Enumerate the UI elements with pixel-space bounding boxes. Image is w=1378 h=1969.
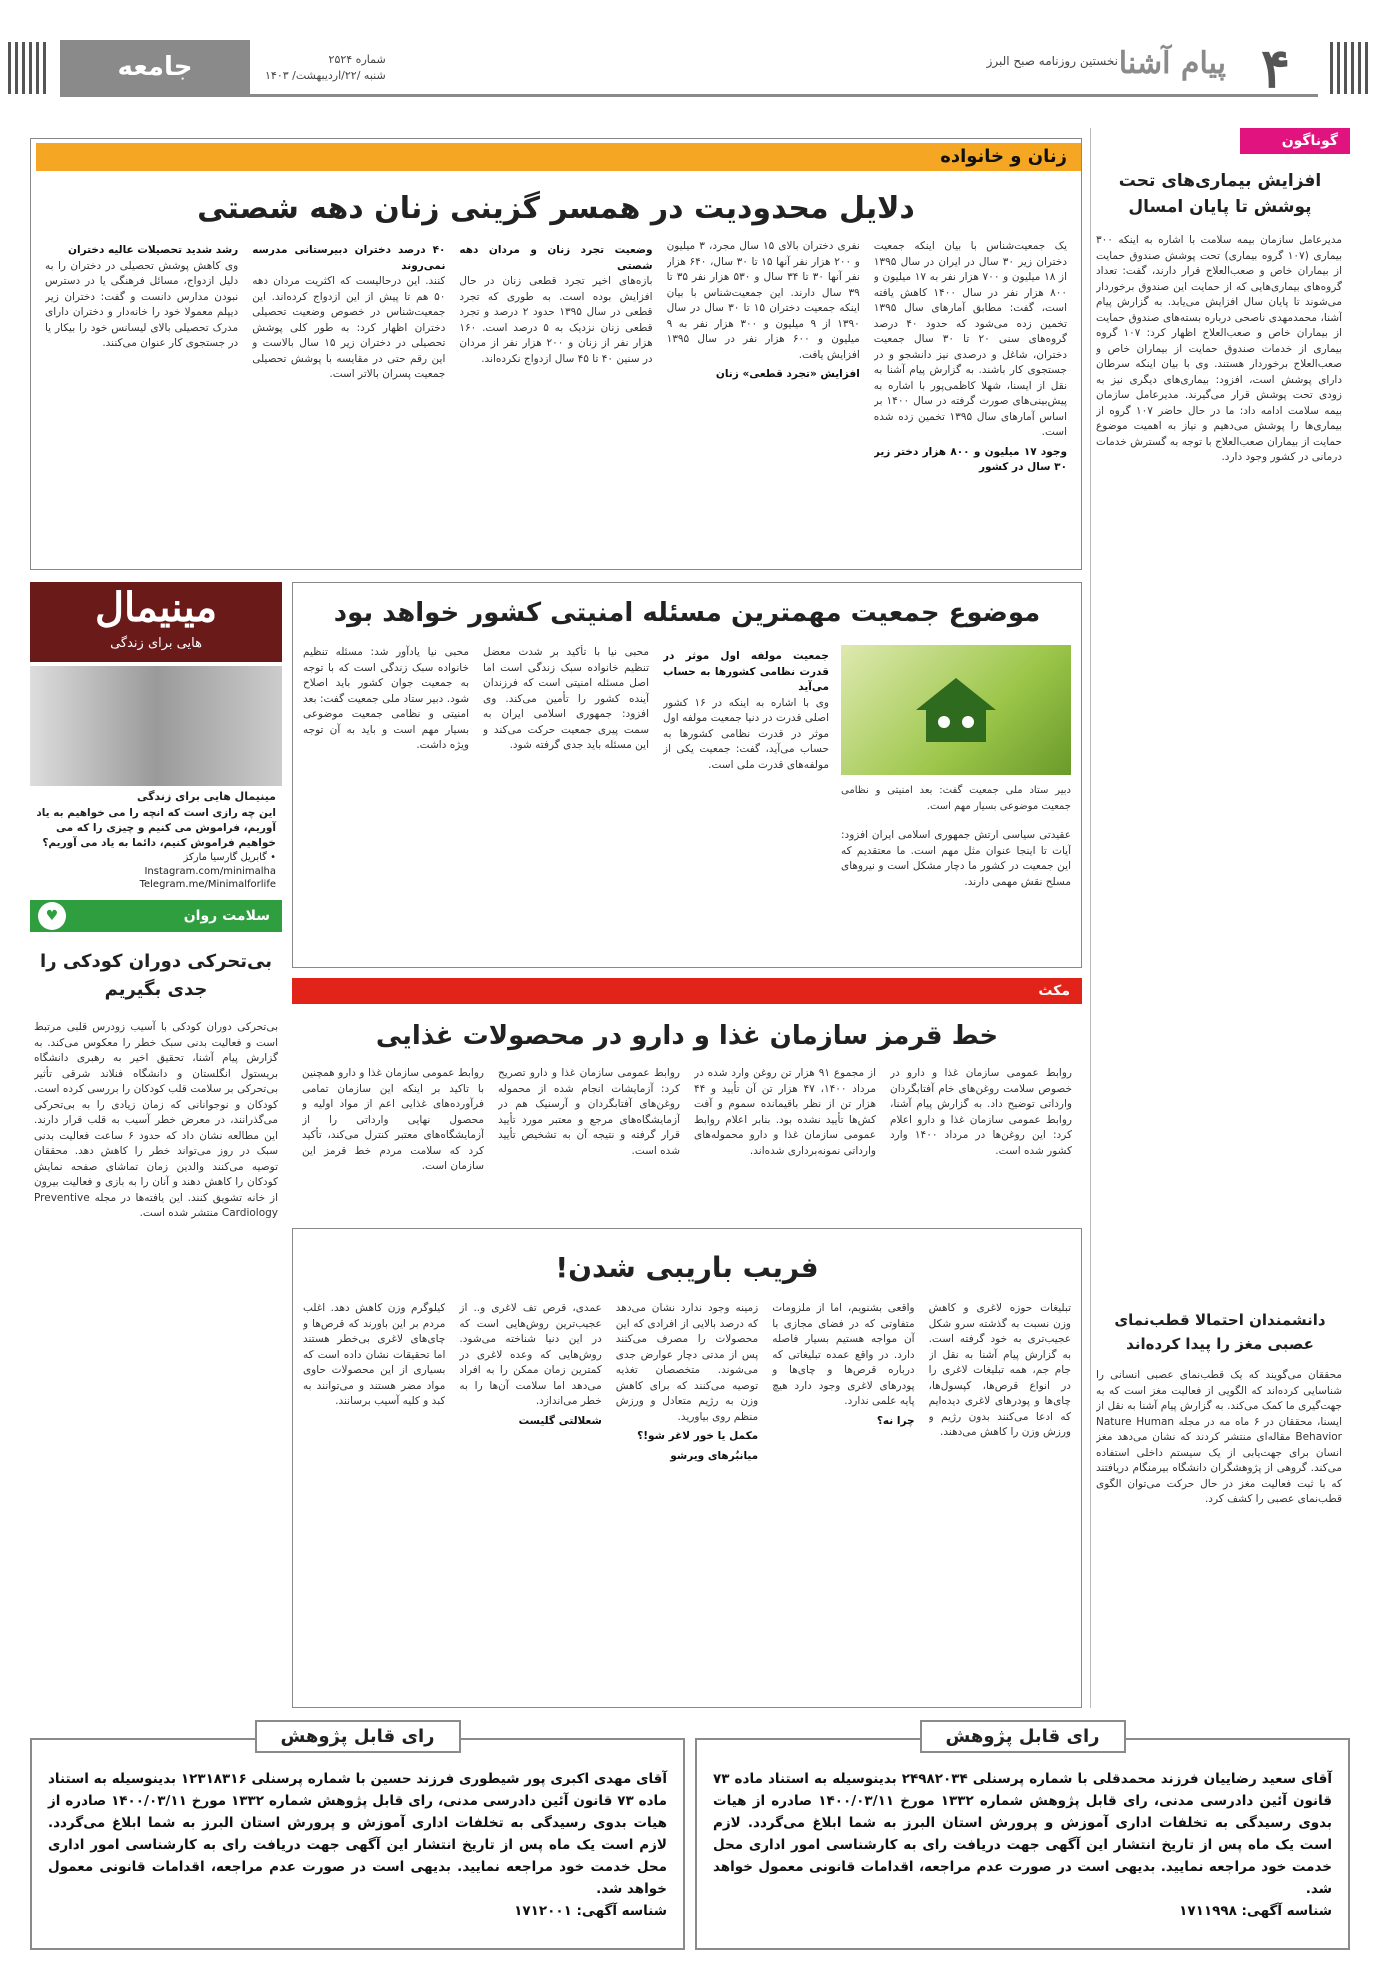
slim-col4-text: عمدی، قرص تف لاغری و.. از عجیب‌ترین روش‌هایی است که در این دنیا شناخته می‌شود. روش‌هایی که وعده لاغری در کمترین زمان ممکن را به افراد می‌دهد اما سلامت آن‌ها را به خطر می‌اندازد.	[459, 1302, 602, 1407]
food-drug-box	[292, 978, 1082, 1218]
slim-headline: فریب باریبی شدن!	[555, 1251, 819, 1284]
health-tag-label: سلامت روان	[183, 908, 270, 924]
legal-notice-left-title: رای قابل پژوهش	[254, 1720, 460, 1753]
slim-col-5: کیلوگرم وزن کاهش دهد. اغلب مردم بر این باورند که قرص‌ها و چای‌های لاغری بی‌خطر هستند اما تحقیقات نشان داده است که بسیاری از این محصولات حاوی مواد مضر هستند و می‌توانند به کبد و کلیه آسیب برسانند.	[302, 1302, 446, 1407]
slim-col-3	[616, 1301, 758, 1699]
health-tag	[30, 900, 282, 932]
slim-col-4	[459, 1301, 601, 1699]
minimal-link-instagram[interactable]: Instagram.com/minimalha	[144, 866, 276, 877]
security-col-1	[841, 828, 1071, 958]
security-col-3: محبی نیا با تأکید بر شدت معضل تنظیم خانواده سبک زندگی است اما اصل مسئله امنیتی است که فرزندان آینده کشور را تأمین می‌کند. وی افزود: جمهوری اسلامی ایران به سمت پیری جمعیت حرکت می‌کند و این مسئله باید جدی گرفته شود.	[483, 646, 649, 751]
security-headline: موضوع جمعیت مهمترین مسئله امنیتی کشور خواهد بود	[333, 598, 1041, 628]
legal-notice-right	[695, 1726, 1350, 1950]
legal-notice-right-body	[697, 1740, 1348, 1932]
security-col-4: محبی نیا یادآور شد: مسئله تنظیم خانواده سبک زندگی است که با توجه به جمعیت جوان کشور باید اصلاح شود. دبیر ستاد ملی جمعیت گفت: بعد امنیتی و نظامی جمعیت موضوعی بسیار مهم است و باید به آن توجه ویژه داشت.	[303, 646, 469, 751]
security-caption: دبیر ستاد ملی جمعیت گفت: بعد امنیتی و نظامی جمعیت موضوعی بسیار مهم است.	[841, 785, 1071, 812]
legal-notice-left-body	[32, 1740, 683, 1932]
legal-notice-right-title: رای قابل پژوهش	[919, 1720, 1125, 1753]
food-col-1: روابط عمومی سازمان غذا و دارو در خصوص سلامت روغن‌های خام آفتابگردان وارداتی توضیح داد. به گزارش پیام آشنا، روابط عمومی سازمان غذا و دارو اعلام کرد: این روغن‌ها در مرداد ۱۴۰۰ وارد کشور شده است.	[890, 1067, 1072, 1157]
food-col-3: روابط عمومی سازمان غذا و دارو تصریح کرد: آزمایشات انجام شده از محموله روغن‌های آفتابگردان و آرسنیک هم در آزمایشگاه‌های مرجع و معتبر مورد تأیید قرار گرفته و نتیجه آن به تشخیص تأیید شده است.	[498, 1067, 680, 1157]
slim-box	[292, 1228, 1082, 1708]
minimal-title: مینیمال	[94, 584, 217, 631]
women-col5-sub: رشد شدید تحصیلات عالیه دختران	[68, 244, 239, 256]
legal-notice-right-text: آقای سعید رضاییان فرزند محمدقلی با شماره پرسنلی ۲۴۹۸۲۰۳۴ بدینوسیله به استناد ماده ۷۳ قانون آئین دادرسی مدنی، رای قابل پژوهش شماره ۱۳۳۲ مورخ ۱۴۰۰/۰۳/۱۱ صادره از هیات بدوی رسیدگی به تخلفات اداری آموزش و پرورش استان البرز به شما ابلاغ می‌گردد. لازم است یک ماه پس از تاریخ انتشار این آگهی جهت دریافت رای به کارشناسی امور اداری محل خدمت خود مراجعه نمایید. بدیهی است در صورت عدم مراجعه، اقدامات قانونی معمول خواهد شد.	[713, 1771, 1332, 1897]
women-col4-sub: ۴۰ درصد دختران دبیرستانی مدرسه نمی‌روند	[252, 244, 446, 272]
section-title: جامعه	[60, 40, 250, 94]
slim-col2-text: واقعی بشنویم، اما از ملزومات متفاوتی که در فضای مجازی با آن مواجه هستیم بسیار فاصله دارد. در واقع عمده تبلیغاتی که درباره قرص‌ها و چای‌ها و پودرهای لاغری وجود دارد هیچ پایه علمی ندارد.	[772, 1302, 915, 1407]
health-box	[30, 900, 282, 1710]
side-news-box	[1090, 128, 1350, 1708]
food-col-2: از مجموع ۹۱ هزار تن روغن وارد شده در مرداد ۱۴۰۰، ۴۷ هزار تن آن تأیید و ۴۴ هزار تن از نظر باقیمانده سموم و آفت کش‌ها تأیید نشده بود. بنابر اعلام روابط عمومی سازمان غذا و دارو محموله‌های وارداتی نمونه‌برداری شده‌اند.	[694, 1067, 876, 1157]
women-family-box	[30, 138, 1082, 570]
issue-number: شماره ۲۵۲۴	[328, 53, 386, 66]
security-col1-text: عقیدتی سیاسی ارتش جمهوری اسلامی ایران افزود: آیات تا اینجا عنوان مثل مهم است. ما معتقدیم که این جمعیت در کشور ما دچار مشکل است و نیروهای مسلح نقش مهمی دارند.	[841, 829, 1071, 888]
author-photo	[30, 666, 282, 786]
side-news-tag: گوناگون	[1240, 128, 1350, 154]
security-col1b-text: وی با اشاره به اینکه در ۱۶ کشور اصلی قدرت در دنیا جمعیت مولفه اول موثر در قدرت نظامی کشورها به حساب می‌آید، گفت: جمعیت یکی از مولفه‌های قدرت ملی است.	[663, 696, 829, 771]
women-col2-sub: افزایش «تجرد قطعی» زنان	[715, 368, 860, 380]
family-house-icon	[896, 670, 1016, 750]
women-col1-sub: وجود ۱۷ میلیون و ۸۰۰ هزار دختر زیر ۳۰ سال در کشور	[873, 445, 1067, 473]
slim-col4-sub: شعلالتی گلیست	[518, 1414, 602, 1427]
minimal-box	[30, 582, 282, 892]
women-col4-text: کنند. این درحالیست که اکثریت مردان دهه ۵۰ هم تا پیش از این ازدواج کرده‌اند. این جمعیت‌شناس در خصوص وضعیت تحصیلی دختران اظهار کرد: به طور کلی پوشش تحصیلی در دختران زیر ۱۵ سال بالاست و این رقم حتی در مقایسه با پوشش تحصیلی جمعیت پسران بالاتر است.	[252, 275, 446, 380]
minimal-subtitle: هایی برای زندگی	[110, 636, 202, 651]
slim-col3-sub2: میانبُرهای ویرشو	[670, 1449, 759, 1462]
women-col3-text: بازه‌های اخیر تجرد قطعی زنان در حال افزایش بوده است. به طوری که تجرد قطعی در سال ۱۳۹۵ حدود ۲ درصد و تجرد قطعی زنان نزدیک به ۵ درصد است. ۱۶۰ هزار نفر از زنان و ۲۰۰ هزار نفر از مردان در سنین ۴۰ تا ۴۵ سال ازدواج نکرده‌اند.	[459, 275, 653, 365]
slim-col2-sub: چرا نه؟	[876, 1414, 915, 1427]
food-col-4: روابط عمومی سازمان غذا و دارو همچنین با تاکید بر اینکه این سازمان تمامی فرآورده‌های غذایی اعم از مواد اولیه و محصول نهایی وارداتی را از آزمایشگاه‌های معتبر کنترل می‌کند، تأکید کرد که سلامت مردم خط قرمز این سازمان است.	[302, 1067, 484, 1172]
slim-col-1: تبلیغات حوزه لاغری و کاهش وزن نسبت به گذشته سرو شکل عجیب‌تری به خود گرفته است. به گزارش پیام آشنا به نقل از جام جم، همه تبلیغات لاغری را در انواع قرص‌ها، کپسول‌ها، چای‌ها و پودرهای لاغری دیده‌ایم که ادعا می‌کنند بدون رژیم و ورزش وزن را کاهش می‌دهند.	[928, 1302, 1071, 1438]
food-drug-columns	[302, 1066, 1072, 1211]
minimal-title-block	[30, 582, 282, 662]
security-article-box	[292, 582, 1082, 968]
women-col5-text: وی کاهش پوشش تحصیلی در دختران را به دلیل ازدواج، مسائل فرهنگی یا در دسترس نبودن مدارس دانست و گفت: دختران زیر دیپلم معمولا خود را خانه‌دار و دختران دارای مدرک تحصیلی بالای لیسانس خود را بیکار یا در جستجوی کار عنوان می‌کنند.	[44, 259, 239, 349]
health-headline: بی‌تحرکی دوران کودکی را جدی بگیریم	[40, 951, 272, 1000]
women-family-label: زنان و خانواده	[36, 143, 1081, 171]
minimal-author: • گابریل گارسیا مارکز	[183, 852, 276, 863]
security-sub: جمعیت مولفه اول موثر در قدرت نظامی کشورها به حساب می‌آید	[663, 650, 829, 693]
slim-columns	[303, 1301, 1071, 1699]
legal-notice-left-code: شناسه آگهی: ۱۷۱۲۰۰۱	[514, 1903, 667, 1919]
minimal-page-label: مینیمال هایی برای زندگی	[136, 790, 276, 803]
women-family-headline: دلایل محدودیت در همسر گزینی زنان دهه شصتی	[197, 191, 915, 226]
side-news2-headline: دانشمندان احتمالا قطب‌نمای عصبی مغز را پیدا کرده‌اند	[1114, 1311, 1326, 1353]
slim-col3-text: زمینه وجود ندارد نشان می‌دهد که درصد بالایی از افرادی که این محصولات را مصرف می‌کنند پس از مدتی دچار عوارض جدی می‌شوند. متخصصان تغذیه توصیه می‌کنند که برای کاهش وزن به رژیم متعادل و ورزش منظم روی بیاورید.	[615, 1302, 759, 1423]
women-col-1	[874, 239, 1067, 559]
women-col-4	[252, 239, 445, 559]
masthead	[60, 36, 1318, 100]
issue-info	[265, 52, 386, 84]
side-news2-body: محققان می‌گویند که یک قطب‌نمای عصبی انسانی را شناسایی کرده‌اند که الگویی از فعالیت مغز است که به جهت‌گیری ما کمک می‌کند. به گزارش پیام آشنا به نقل از ایسنا، محققان در ۶ ماه مه در مجله Nature Human Behavior مقاله‌ای منتشر کردند که نشان می‌دهد مغز انسان برای جهت‌یابی از یک سیستم داخلی استفاده می‌کند. گروهی از پژوهشگران دانشگاه بیرمنگام دریافتند که با ثبت فعالیت مغز در حال حرکت می‌توان الگوی قطب‌نمای عصبی را کشف کرد.	[1096, 1369, 1342, 1505]
legal-notice-right-code: شناسه آگهی: ۱۷۱۱۹۹۸	[1179, 1903, 1332, 1919]
health-icon: ♥	[38, 902, 66, 930]
health-body: بی‌تحرکی دوران کودکی با آسیب زودرس قلبی مرتبط است و فعالیت بدنی سبک خطر را معکوس می‌کند. به گزارش پیام آشنا، تحقیق اخیر به رهبری دانشگاه بریستول انگلستان و دانشگاه فنلاند شرقی تأثیر بی‌تحرکی بر سلامت قلب کودکان را بررسی کرده است. کودکان و نوجوانانی که زمان زیادی را به بی‌تحرکی می‌گذرانند، در معرض خطر آسیب به قلب قرار دارند. این مطالعه نشان داد که حدود ۶ ساعت فعالیت بدنی سبک در روز می‌تواند خطر را کاهش دهد. محققان توصیه می‌کنند والدین زمان تماشای صفحه نمایش کودکان را کاهش دهند و آنان را به بازی و فعالیت بیرون از خانه تشویق کنند. این یافته‌ها در مجله Preventive Cardiology منتشر شده است.	[34, 1021, 278, 1219]
food-drug-tag: مکث	[292, 978, 1082, 1004]
family-photo	[841, 645, 1071, 775]
legal-notice-left	[30, 1726, 685, 1950]
women-family-columns	[45, 239, 1067, 559]
minimal-quote: این چه رازی است که انچه را می خواهیم به یاد آوریم، فراموش می کنیم و چیزی را که می خواهیم فراموش کنیم، دائما به یاد می آوریم؟	[36, 807, 276, 849]
minimal-link-telegram[interactable]: Telegram.me/Minimalforlife	[139, 879, 276, 890]
security-columns	[303, 645, 829, 960]
food-drug-headline: خط قرمز سازمان غذا و دارو در محصولات غذایی	[375, 1021, 999, 1051]
side-news-headline: افزایش بیماری‌های تحت پوشش تا پایان امسال	[1118, 171, 1322, 217]
women-col-2	[667, 239, 860, 559]
slim-col-2	[772, 1301, 914, 1699]
women-col-3	[459, 239, 652, 559]
legal-notice-left-text: آقای مهدی اکبری پور شیطوری فرزند حسین با شماره پرسنلی ۱۲۳۱۸۳۱۶ بدینوسیله به استناد ماده ۷۳ قانون آئین دادرسی مدنی، رای قابل پژوهش شماره ۱۳۳۲ مورخ ۱۴۰۰/۰۳/۱۱ صادره از هیات بدوی رسیدگی به تخلفات اداری آموزش و پرورش استان البرز به شما ابلاغ می‌گردد. لازم است یک ماه پس از تاریخ انتشار این آگهی جهت دریافت رای به کارشناسی امور اداری محل خدمت خود مراجعه نمایید. بدیهی است در صورت عدم مراجعه، اقدامات قانونی معمول خواهد شد.	[48, 1771, 667, 1897]
side-news-body: مدیرعامل سازمان بیمه سلامت با اشاره به اینکه ۳۰۰ بیماری (۱۰۷ گروه بیماری) تحت پوشش صندوق حمایت از بیماران خاص و صعب‌العلاج قرار دارند، گفت: تعداد گروه‌های بیماری‌هایی که از حمایت این صندوق برخوردار می‌شوند تا پایان سال افزایش می‌یابد. به گزارش پیام آشنا، محمدمهدی ناصحی درباره بسته‌های صندوق حمایت از بیماران خاص و صعب‌العلاج اظهار کرد: ۱۰۷ گروه بیماری از خدمات صندوق حمایت از بیماران خاص و صعب‌العلاج برخوردار هستند. وی با بیان اینکه سرطان دارای پوشش است، افزود: بیماری‌های دیگری نیز به زودی تحت پوشش قرار می‌گیرند. مدیرعامل سازمان بیمه سلامت ادامه داد: ما در حال حاضر ۱۰۷ گروه از بیماری‌ها را پوشش می‌دهیم و نیاز به اهمیت موضوع حمایت از بیماران صعب‌العلاج با توجه به گسترش خدمات درمانی در کشور وجود دارد.	[1096, 234, 1342, 463]
slim-col3-sub: مکمل یا خور لاغر شو!؟	[637, 1430, 759, 1442]
women-col3-sub: وضعیت تجرد زنان و مردان دهه شصتی	[459, 244, 653, 272]
newspaper-logo: پیام آشنا	[1118, 46, 1226, 81]
newspaper-tagline: نخستین روزنامه صبح البرز	[986, 54, 1118, 68]
masthead-stripes-right	[1330, 42, 1370, 94]
women-col-5	[45, 239, 238, 559]
issue-date: شنبه /۲۲/اردیبهشت/ ۱۴۰۳	[265, 69, 386, 82]
women-col1-text: یک جمعیت‌شناس با بیان اینکه جمعیت دختران زیر ۳۰ سال در ایران در سال ۱۳۹۵ از ۱۸ میلیون و ۷۰۰ هزار نفر به ۱۷ میلیون و ۸۰۰ هزار نفر در سال ۱۴۰۰ کاهش یافته است، گفت: مطابق آمارهای سال ۱۳۹۵ تخمین زده می‌شود که حدود ۴۰ درصد گروه‌های سنی ۲۰ تا ۳۰ سال جمعیت دختران، شاغل و درصدی نیز دانشجو و در جستجوی کار باشند. به گزارش پیام آشنا به نقل از ایسنا، شهلا کاظمی‌پور با اشاره به پیش‌بینی‌های صورت گرفته در سال ۱۴۰۰ بر اساس آمارهای سال ۱۳۹۵ تخمین زده شده است.	[873, 240, 1067, 438]
masthead-stripes-left	[8, 42, 48, 94]
women-col2-text: نفری دختران بالای ۱۵ سال مجرد، ۳ میلیون و ۲۰۰ هزار نفر آنها ۱۵ تا ۳۰ سال، ۶۴۰ هزار نفر آنها ۳۰ تا ۳۴ سال و ۵۳۰ هزار نفر ۳۵ تا ۳۹ سال دارند. این جمعیت‌شناس با بیان اینکه جمعیت دختران ۱۵ تا ۳۰ سال در سال ۱۳۹۰ از ۹ میلیون و ۳۰۰ هزار نفر به ۹ میلیون و ۶۰۰ هزار نفر در سال ۱۳۹۵ افزایش یافت.	[666, 240, 860, 361]
page-number: ۴	[1260, 36, 1290, 100]
security-col-2	[663, 645, 829, 960]
